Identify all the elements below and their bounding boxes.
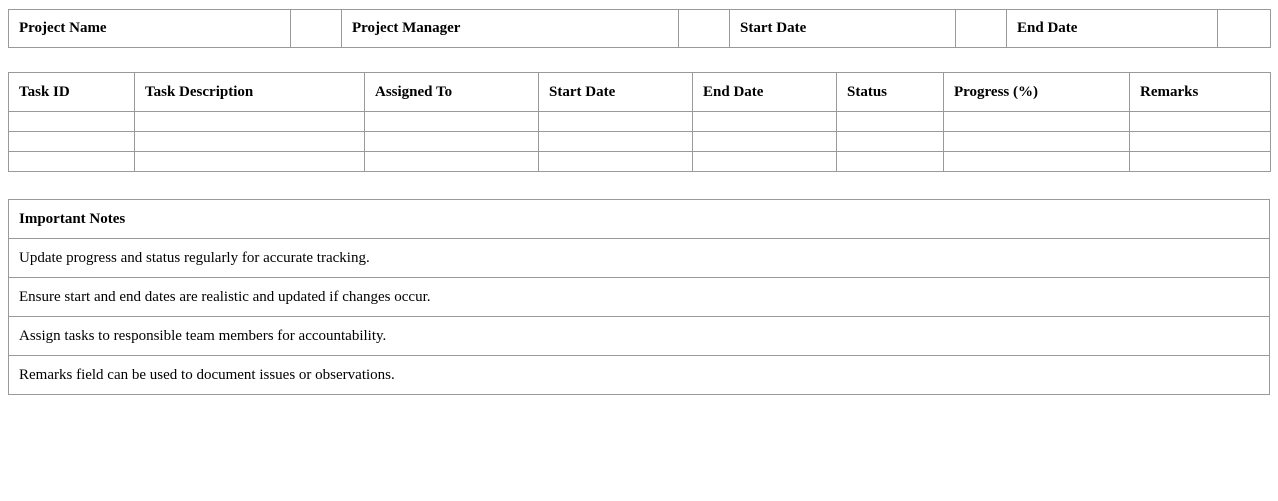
- status-cell[interactable]: [837, 132, 944, 152]
- progress-cell[interactable]: [944, 132, 1130, 152]
- remarks-cell[interactable]: [1130, 112, 1271, 132]
- column-header-assigned-to: Assigned To: [365, 73, 539, 112]
- project-start-date-label: Start Date: [730, 10, 956, 48]
- assigned-to-cell[interactable]: [365, 132, 539, 152]
- note-text: Update progress and status regularly for accurate tracking.: [9, 239, 1270, 278]
- end-date-cell[interactable]: [693, 132, 837, 152]
- progress-cell[interactable]: [944, 112, 1130, 132]
- project-header-table: [8, 9, 1271, 48]
- tasks-header-row: [9, 73, 1271, 112]
- list-item: [9, 317, 1270, 356]
- table-row: [9, 112, 1271, 132]
- notes-title: Important Notes: [9, 200, 1270, 239]
- task-description-cell[interactable]: [135, 132, 365, 152]
- task-id-cell[interactable]: [9, 152, 135, 172]
- project-name-label: Project Name: [9, 10, 291, 48]
- column-header-start-date: Start Date: [539, 73, 693, 112]
- start-date-cell[interactable]: [539, 132, 693, 152]
- column-header-status: Status: [837, 73, 944, 112]
- project-start-date-value[interactable]: [956, 10, 1007, 48]
- project-end-date-label: End Date: [1007, 10, 1218, 48]
- list-item: [9, 356, 1270, 395]
- project-end-date-value[interactable]: [1218, 10, 1271, 48]
- column-header-progress: Progress (%): [944, 73, 1130, 112]
- project-manager-value[interactable]: [679, 10, 730, 48]
- task-id-cell[interactable]: [9, 132, 135, 152]
- assigned-to-cell[interactable]: [365, 152, 539, 172]
- note-text: Ensure start and end dates are realistic and updated if changes occur.: [9, 278, 1270, 317]
- column-header-task-description: Task Description: [135, 73, 365, 112]
- column-header-remarks: Remarks: [1130, 73, 1271, 112]
- end-date-cell[interactable]: [693, 152, 837, 172]
- column-header-task-id: Task ID: [9, 73, 135, 112]
- project-name-value[interactable]: [291, 10, 342, 48]
- remarks-cell[interactable]: [1130, 152, 1271, 172]
- notes-header-row: [9, 200, 1270, 239]
- start-date-cell[interactable]: [539, 152, 693, 172]
- note-text: Remarks field can be used to document issues or observations.: [9, 356, 1270, 395]
- list-item: [9, 278, 1270, 317]
- list-item: [9, 239, 1270, 278]
- assigned-to-cell[interactable]: [365, 112, 539, 132]
- remarks-cell[interactable]: [1130, 132, 1271, 152]
- task-id-cell[interactable]: [9, 112, 135, 132]
- tasks-table: [8, 72, 1271, 172]
- task-description-cell[interactable]: [135, 152, 365, 172]
- notes-table: [8, 199, 1270, 395]
- task-description-cell[interactable]: [135, 112, 365, 132]
- column-header-end-date: End Date: [693, 73, 837, 112]
- start-date-cell[interactable]: [539, 112, 693, 132]
- project-manager-label: Project Manager: [342, 10, 679, 48]
- table-row: [9, 132, 1271, 152]
- progress-cell[interactable]: [944, 152, 1130, 172]
- status-cell[interactable]: [837, 112, 944, 132]
- table-row: [9, 152, 1271, 172]
- end-date-cell[interactable]: [693, 112, 837, 132]
- note-text: Assign tasks to responsible team members for accountability.: [9, 317, 1270, 356]
- status-cell[interactable]: [837, 152, 944, 172]
- project-header-row: [9, 10, 1271, 48]
